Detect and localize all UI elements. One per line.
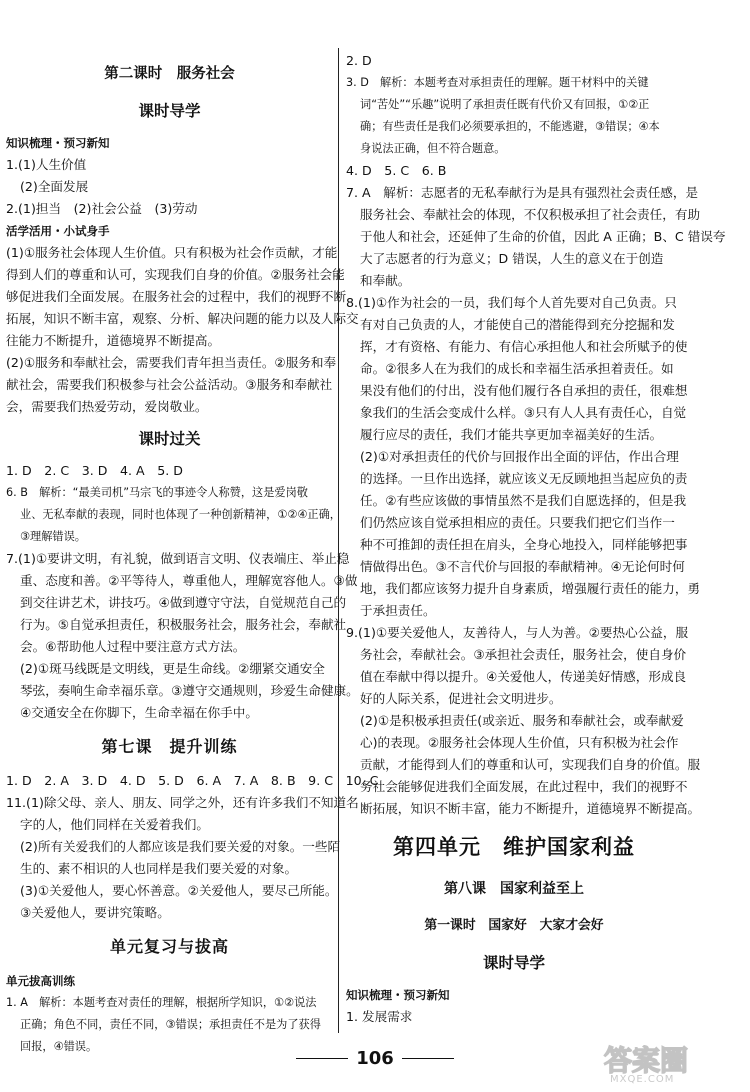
answer-line: (2)①服务和奉献社会，需要我们青年担当责任。②服务和奉 bbox=[6, 355, 337, 370]
answer-line: 11.(1)除父母、亲人、朋友、同学之外，还有许多我们不知道名 bbox=[6, 795, 359, 810]
answer-line: 1. 发展需求 bbox=[346, 1009, 413, 1024]
right-column bbox=[346, 50, 726, 1028]
answer-line: 够促进我们全面发展。在服务社会的过程中，我们的视野不断 bbox=[6, 289, 347, 304]
subsection-label: 知识梳理・预习新知 bbox=[6, 136, 110, 150]
answer-line: 有对自己负责的人，才能使自己的潜能得到充分挖掘和发 bbox=[360, 317, 675, 332]
answer-line: ③关爱他人，要讲究策略。 bbox=[20, 905, 170, 920]
answer-line: 和奉献。 bbox=[360, 273, 411, 288]
answer-line: 重、态度和善。②平等待人，尊重他人，理解宽容他人。③做 bbox=[20, 573, 358, 588]
answer-line: 4. D 5. C 6. B bbox=[346, 163, 447, 178]
watermark-text: 答案圈 bbox=[604, 1044, 689, 1077]
subsection-label: 活学活用・小试身手 bbox=[6, 224, 110, 238]
section-heading: 课时过关 bbox=[138, 430, 201, 448]
answer-line: 确；有些责任是我们必须要承担的，不能逃避，③错误；④本 bbox=[360, 120, 660, 133]
answer-line: 7. A 解析：志愿者的无私奉献行为是具有强烈社会责任感，是 bbox=[346, 185, 699, 200]
answer-line: 挥，才有资格、有能力、有信心承担他人和社会所赋予的使 bbox=[360, 339, 688, 354]
answer-line: 会，需要我们热爱劳动，爱岗敬业。 bbox=[6, 399, 208, 414]
answer-line: 2.(1)担当 (2)社会公益 (3)劳动 bbox=[6, 201, 198, 216]
page-number-text: 106 bbox=[356, 1048, 394, 1069]
answer-line: 情做得出色。③不言代价与回报的奉献精神。④无论何时何 bbox=[360, 559, 685, 574]
answer-line: 任。②有些应该做的事情虽然不是我们自愿选择的，但是我 bbox=[360, 493, 687, 508]
answer-line: 果没有他们的付出，没有他们履行各自承担的责任，很难想 bbox=[360, 383, 688, 398]
answer-line: 值在奉献中得以提升。④关爱他人，传递美好情感，形成良 bbox=[360, 669, 687, 684]
section-heading: 第二课时 服务社会 bbox=[104, 66, 235, 82]
answer-line: 命。②很多人在为我们的成长和幸福生活承担着责任。如 bbox=[360, 361, 674, 376]
answer-line: 2. D bbox=[346, 53, 372, 68]
answer-line: 1. D 2. C 3. D 4. A 5. D bbox=[6, 463, 183, 478]
page-number bbox=[296, 1048, 454, 1069]
answer-line: 词“苦处”“乐趣”说明了承担责任既有代价又有回报，①②正 bbox=[360, 98, 650, 111]
answer-line: 往能力不断提升，道德境界不断提高。 bbox=[6, 333, 221, 348]
section-heading: 第七课 提升训练 bbox=[101, 737, 238, 756]
answer-line: 履行应尽的责任，我们才能共享更加幸福美好的生活。 bbox=[360, 427, 663, 442]
answer-line: 得到人们的尊重和认可，实现我们自身的价值。②服务社会能 bbox=[6, 267, 345, 282]
answer-line: 服务社会、奉献社会的体现，不仅积极承担了社会责任，有助 bbox=[360, 207, 701, 222]
section-heading: 课时导学 bbox=[482, 954, 545, 972]
answer-line: 断拓展，知识不断丰富，能力不断提升，道德境界不断提高。 bbox=[360, 801, 701, 816]
page-number-rule-right bbox=[402, 1058, 454, 1059]
answer-line: 拓展，知识不断丰富，观察、分析、解决问题的能力以及人际交 bbox=[6, 311, 359, 326]
answer-line: 心)的表现。②服务社会体现人生价值，只有积极为社会作 bbox=[360, 735, 679, 750]
answer-line: 行为。⑤自觉承担责任，积极服务社会，服务社会，奉献社 bbox=[20, 617, 347, 632]
answer-line: 大了志愿者的行为意义；D 错误，人生的意义在于创造 bbox=[360, 251, 664, 266]
answer-line: (3)①关爱他人，要心怀善意。②关爱他人，要尽己所能。 bbox=[20, 883, 338, 898]
answer-line: 们仍然应该自觉承担相应的责任。只要我们把它们当作一 bbox=[360, 515, 675, 530]
answer-line: 9.(1)①要关爱他人，友善待人，与人为善。②要热心公益，服 bbox=[346, 625, 689, 640]
column-divider bbox=[338, 48, 339, 1033]
answer-line: (2)①斑马线既是文明线，更是生命线。②绷紧交通安全 bbox=[20, 661, 325, 676]
answer-line: 身说法正确，但不符合题意。 bbox=[360, 142, 506, 155]
answer-line: 1. A 解析：本题考查对责任的理解，根据所学知识，①②说法 bbox=[6, 996, 317, 1009]
answer-line: 正确；角色不同，责任不同，③错误；承担责任不是为了获得 bbox=[20, 1018, 321, 1031]
section-heading: 第一课时 国家好 大家才会好 bbox=[424, 918, 604, 933]
answer-line: 1. D 2. A 3. D 4. D 5. D 6. A 7. A 8. B 9. C 10. C bbox=[6, 773, 379, 788]
watermark-subtext: MXQE.COM bbox=[610, 1074, 675, 1085]
answer-line: 6. B 解析：“最美司机”马宗飞的事迹令人称赞，这是爱岗敬 bbox=[6, 486, 308, 499]
answer-line: 地，我们都应该努力提升自身素质，增强履行责任的能力，勇 bbox=[360, 581, 701, 596]
answer-line: 7.(1)①要讲文明，有礼貌，做到语言文明、仪表端庄、举止稳 bbox=[6, 551, 350, 566]
answer-line: ④交通安全在你脚下，生命幸福在你手中。 bbox=[20, 705, 258, 720]
answer-line: ③理解错误。 bbox=[20, 530, 86, 543]
answer-line: 会。⑥帮助他人过程中要注意方式方法。 bbox=[20, 639, 246, 654]
answer-line: 务社会，奉献社会。③承担社会责任，服务社会，使自身价 bbox=[360, 647, 687, 662]
section-heading: 课时导学 bbox=[138, 102, 201, 120]
answer-line: 字的人，他们同样在关爱着我们。 bbox=[20, 817, 209, 832]
answer-line: 生的、素不相识的人也同样是我们要关爱的对象。 bbox=[20, 861, 298, 876]
section-heading: 第八课 国家利益至上 bbox=[444, 881, 584, 897]
watermark-logo bbox=[600, 1038, 740, 1086]
section-heading: 单元复习与拔高 bbox=[109, 937, 229, 956]
page-number-rule-left bbox=[296, 1058, 348, 1059]
subsection-label: 单元拔高训练 bbox=[6, 974, 75, 988]
answer-line: (2)①是积极承担责任(或亲近、服务和奉献社会，或奉献爱 bbox=[360, 713, 684, 728]
subsection-label: 知识梳理・预习新知 bbox=[346, 988, 450, 1002]
answer-line: 8.(1)①作为社会的一员，我们每个人首先要对自己负责。只 bbox=[346, 295, 677, 310]
answer-line: 琴弦，奏响生命幸福乐章。③遵守交通规则，珍爱生命健康。 bbox=[20, 683, 359, 698]
answer-line: 业、无私奉献的表现，同时也体现了一种创新精神，①②④正确， bbox=[20, 508, 341, 521]
answer-line: 回报，④错误。 bbox=[20, 1040, 98, 1053]
answer-line: (2)所有关爱我们的人都应该是我们要关爱的对象。一些陌 bbox=[20, 839, 341, 854]
answer-line: 1.(1)人生价值 bbox=[6, 157, 87, 172]
answer-line: 于承担责任。 bbox=[360, 603, 436, 618]
section-heading: 第四单元 维护国家利益 bbox=[393, 835, 635, 859]
answer-line: 象我们的生活会变成什么样。③只有人人具有责任心，自觉 bbox=[360, 405, 687, 420]
answer-line: 贡献，才能得到人们的尊重和认可，实现我们自身的价值。服 bbox=[360, 757, 701, 772]
answer-line: (2)全面发展 bbox=[20, 179, 89, 194]
answer-line: 务社会能够促进我们全面发展，在此过程中，我们的视野不 bbox=[360, 779, 688, 794]
answer-line: 3. D 解析：本题考查对承担责任的理解。题干材料中的关键 bbox=[346, 76, 649, 89]
answer-line: 于他人和社会，还延伸了生命的价值，因此 A 正确；B、C 错误夸 bbox=[360, 229, 726, 244]
answer-line: (2)①对承担责任的代价与回报作出全面的评估，作出合理 bbox=[360, 449, 679, 464]
answer-line: 好的人际关系，促进社会文明进步。 bbox=[360, 691, 562, 706]
answer-line: 的选择。一旦作出选择，就应该义无反顾地担当起应负的责 bbox=[360, 471, 688, 486]
answer-line: 种不可推卸的责任担在肩头，全身心地投入，同样能够把事 bbox=[360, 537, 688, 552]
answer-line: 献社会，需要我们积极参与社会公益活动。③服务和奉献社 bbox=[6, 377, 333, 392]
answer-line: (1)①服务社会体现人生价值。只有积极为社会作贡献，才能 bbox=[6, 245, 338, 260]
answer-line: 到交往讲艺术，讲技巧。④做到遵守守法，自觉规范自己的 bbox=[20, 595, 347, 610]
